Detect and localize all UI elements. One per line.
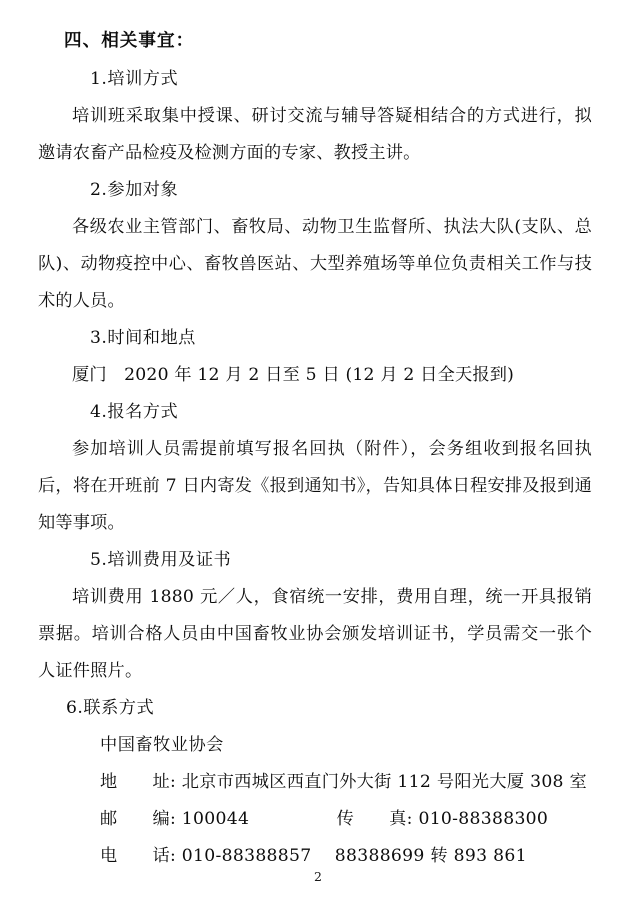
paragraph-fees-certificate: 培训费用 1880 元／人，食宿统一安排，费用自理，统一开具报销票据。培训合格人员由中国畜牧业协会颁发培训证书，学员需交一张个人证件照片。 [38,587,592,681]
paragraph-participants: 各级农业主管部门、畜牧局、动物卫生监督所、执法大队(支队、总队)、动物疫控中心、畜牧兽医站、大型养殖场等单位负责相关工作与技术的人员。 [38,217,592,311]
paragraph-time-place: 厦门 2020 年 12 月 2 日至 5 日 (12 月 2 日全天报到) [72,365,515,385]
sub-heading-training-method: 1.培训方式 [90,69,179,89]
section-heading: 四、相关事宜： [64,30,195,51]
contact-postcode-fax: 邮 编: 100044 传 真: 010-88388300 [100,809,549,829]
sub-heading-contact: 6.联系方式 [66,698,155,718]
contact-address: 地 址: 北京市西城区西直门外大街 112 号阳光大厦 308 室 [100,772,588,792]
sub-heading-registration: 4.报名方式 [90,402,179,422]
sub-heading-participants: 2.参加对象 [90,180,179,200]
paragraph-registration: 参加培训人员需提前填写报名回执（附件），会务组收到报名回执后，将在开班前 7 日内寄发《报到通知书》，告知具体日程安排及报到通知等事项。 [38,439,592,533]
paragraph-training-method: 培训班采取集中授课、研讨交流与辅导答疑相结合的方式进行，拟邀请农畜产品检疫及检测方面的专家、教授主讲。 [38,106,592,163]
sub-heading-time-place: 3.时间和地点 [90,328,196,348]
contact-phone: 电 话: 010-88388857 88388699 转 893 861 [100,846,527,866]
page-number: 2 [314,869,322,884]
sub-heading-fees-certificate: 5.培训费用及证书 [90,550,232,570]
document-body [38,22,592,875]
contact-organization: 中国畜牧业协会 [100,735,224,755]
